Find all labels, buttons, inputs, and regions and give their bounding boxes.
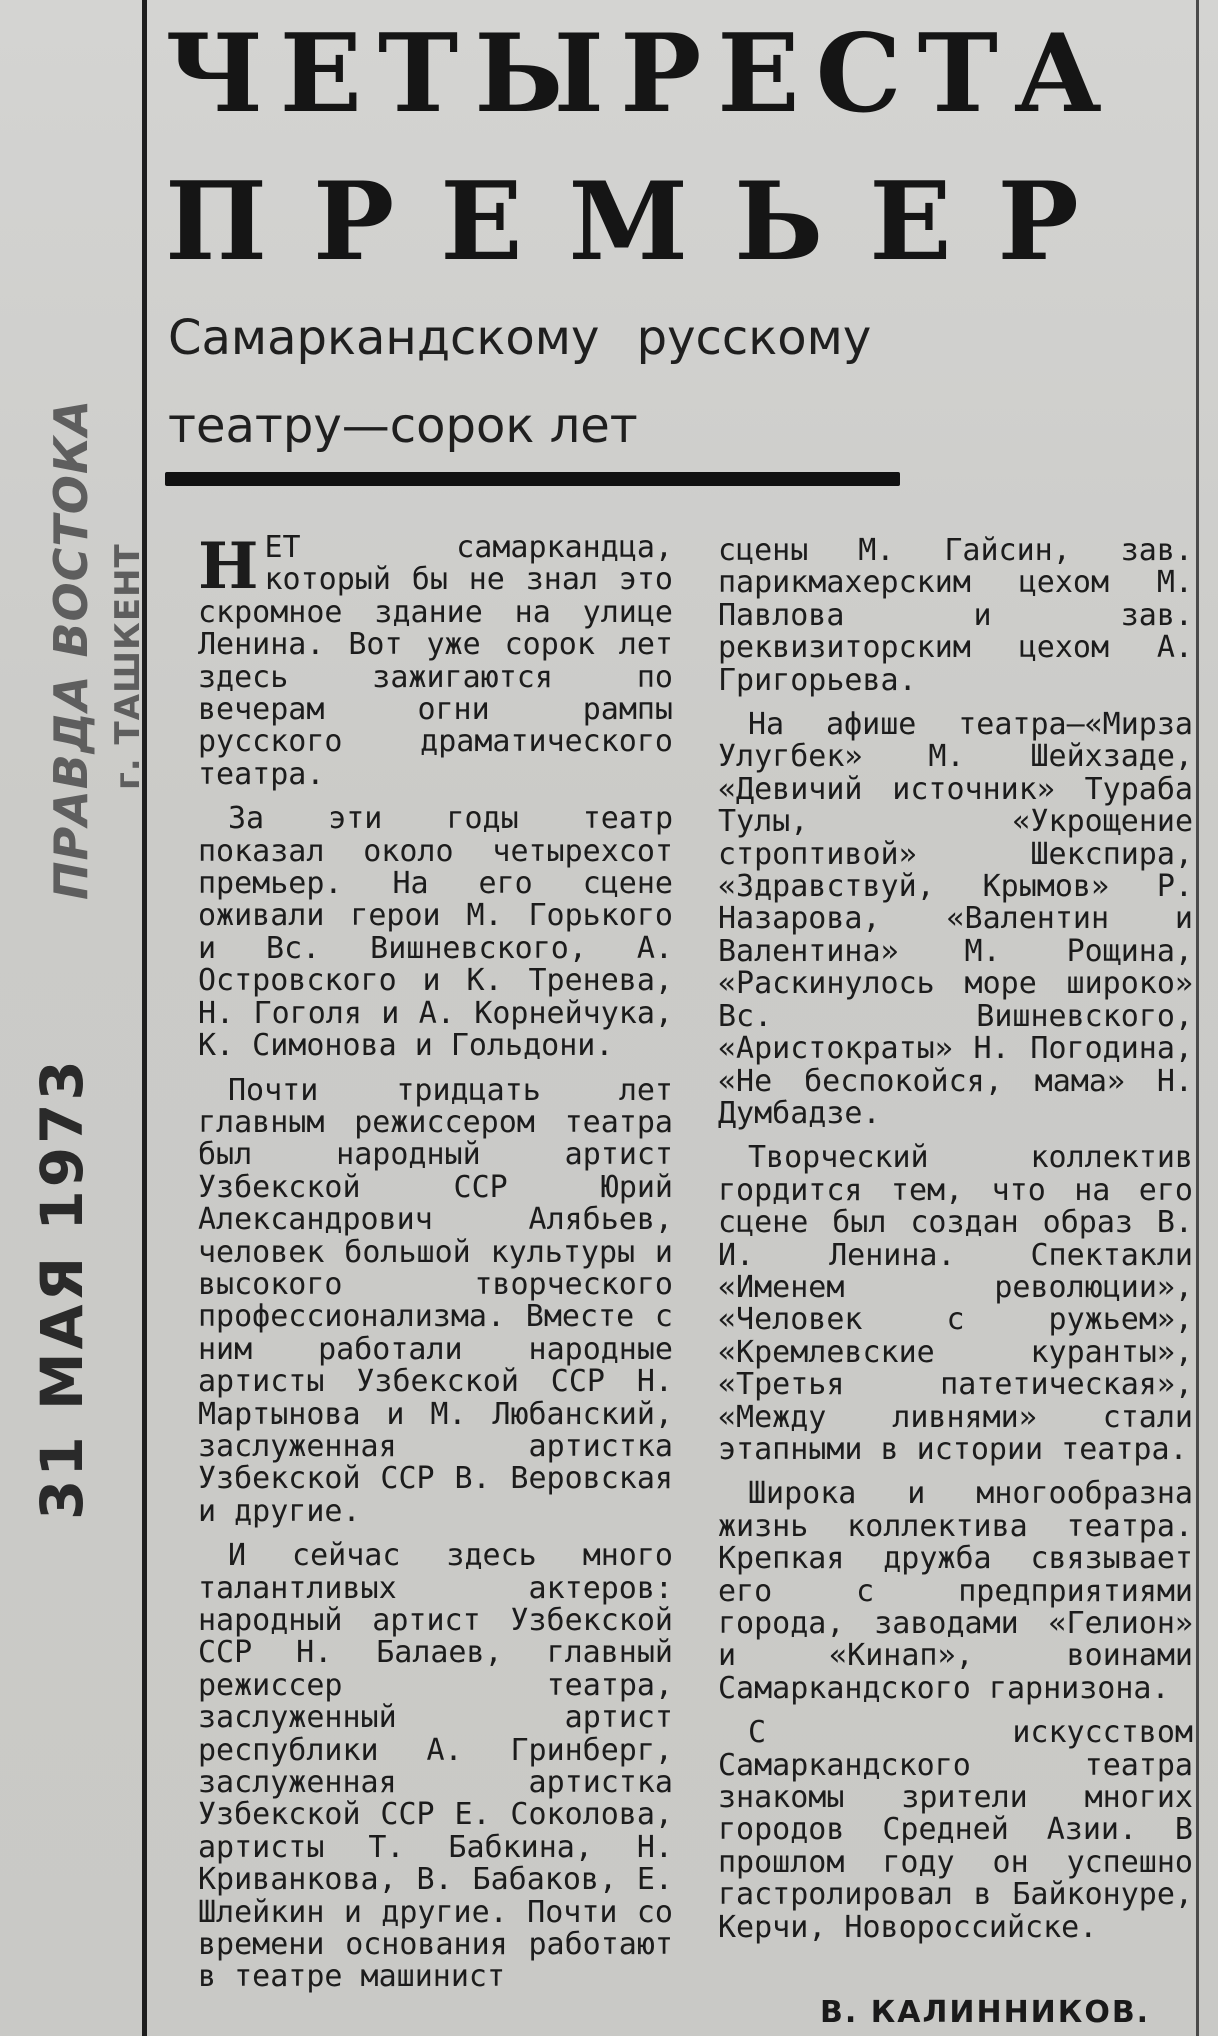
column-rule-left (142, 0, 147, 2036)
headline-underline (165, 472, 900, 486)
article-paragraph (198, 529, 673, 792)
headline-line-2: ПРЕМЬЕР (165, 159, 1125, 285)
article-paragraph: И сейчас здесь много талантливых актеров: народный артист Узбекской ССР Н. Балаев, главный режиссер театра, заслуженный артист республики А. Гринберг, заслуженная артистка Узбекской ССР Е. Соколова, артисты Т. Бабкина, Н. Криванкова, В. Бабаков, Е. Шлейкин и другие. Почти со времени основания работают в театре машинист (198, 1538, 673, 1995)
drop-cap: Н (198, 529, 259, 604)
article-paragraph: Широка и многообразна жизнь коллектива театра. Крепкая дружба связывает его с предприятиями города, заводами «Гелион» и «Кинап», воинами Самаркандского гарнизона. (718, 1476, 1193, 1706)
article-paragraph: С искусством Самаркандского театра знакомы зрители многих городов Средней Азии. В прошлом году он успешно гастролировал в Байконуре, Керчи, Новороссийске. (718, 1715, 1193, 1945)
article-paragraph: Почти тридцать лет главным режиссером театра был народный артист Узбекской ССР Юрий Александрович Алябьев, человек большой культуры и высокого творческого профессионализма. Вместе с ним работали народные артисты Узбекской ССР Н. Мартынова и М. Любанский, заслуженная артистка Узбекской ССР В. Веровская и другие. (198, 1072, 673, 1529)
article-paragraph-text: ЕТ самаркандца, который бы не знал это скромное здание на улице Ленина. Вот уже сорок лет здесь зажигаются по вечерам огни рампы русского драматического театра. (198, 530, 673, 792)
source-stamp: ПРАВДА ВОСТОКА (44, 398, 98, 900)
date-stamp: 31 МАЯ 1973 (28, 1057, 96, 1520)
article-paragraph: сцены М. Гайсин, зав. парикмахерским цехом М. Павлова и зав. реквизиторским цехом А. Григорьева. (718, 533, 1193, 698)
city-stamp: г. ТАШКЕНТ (108, 543, 148, 790)
article-column-1 (198, 529, 673, 2006)
subheadline-line-2: театру—сорок лет (168, 398, 638, 454)
author-signature: В. КАЛИННИКОВ. (820, 1995, 1151, 2030)
article-paragraph: За эти годы театр показал около четырехсот премьер. На его сцене оживали герои М. Горького и Вс. Вишневского, А. Островского и К. Тренева, Н. Гоголя и А. Корнейчука, К. Симонова и Гольдони. (198, 801, 673, 1064)
article-paragraph: Творческий коллектив гордится тем, что на его сцене был создан образ В. И. Ленина. Спектакли «Именем революции», «Человек с ружьем», «Кремлевские куранты», «Третья патетическая», «Между ливнями» стали этапными в истории театра. (718, 1140, 1193, 1467)
subheadline-line-1: Самаркандскому русскому (168, 310, 872, 366)
headline-line-1: ЧЕТЫРЕСТА (165, 11, 1118, 137)
article-paragraph: На афише театра—«Мирза Улугбек» М. Шейхзаде, «Девичий источник» Тураба Тулы, «Укрощение строптивой» Шекспира, «Здравствуй, Крымов» Р. Назарова, «Валентин и Валентина» М. Рощина, «Раскинулось море широко» Вс. Вишневского, «Аристократы» Н. Погодина, «Не беспокойся, мама» Н. Думбадзе. (718, 707, 1193, 1131)
column-rule-right (1196, 0, 1199, 2036)
article-column-2 (718, 535, 1193, 1956)
